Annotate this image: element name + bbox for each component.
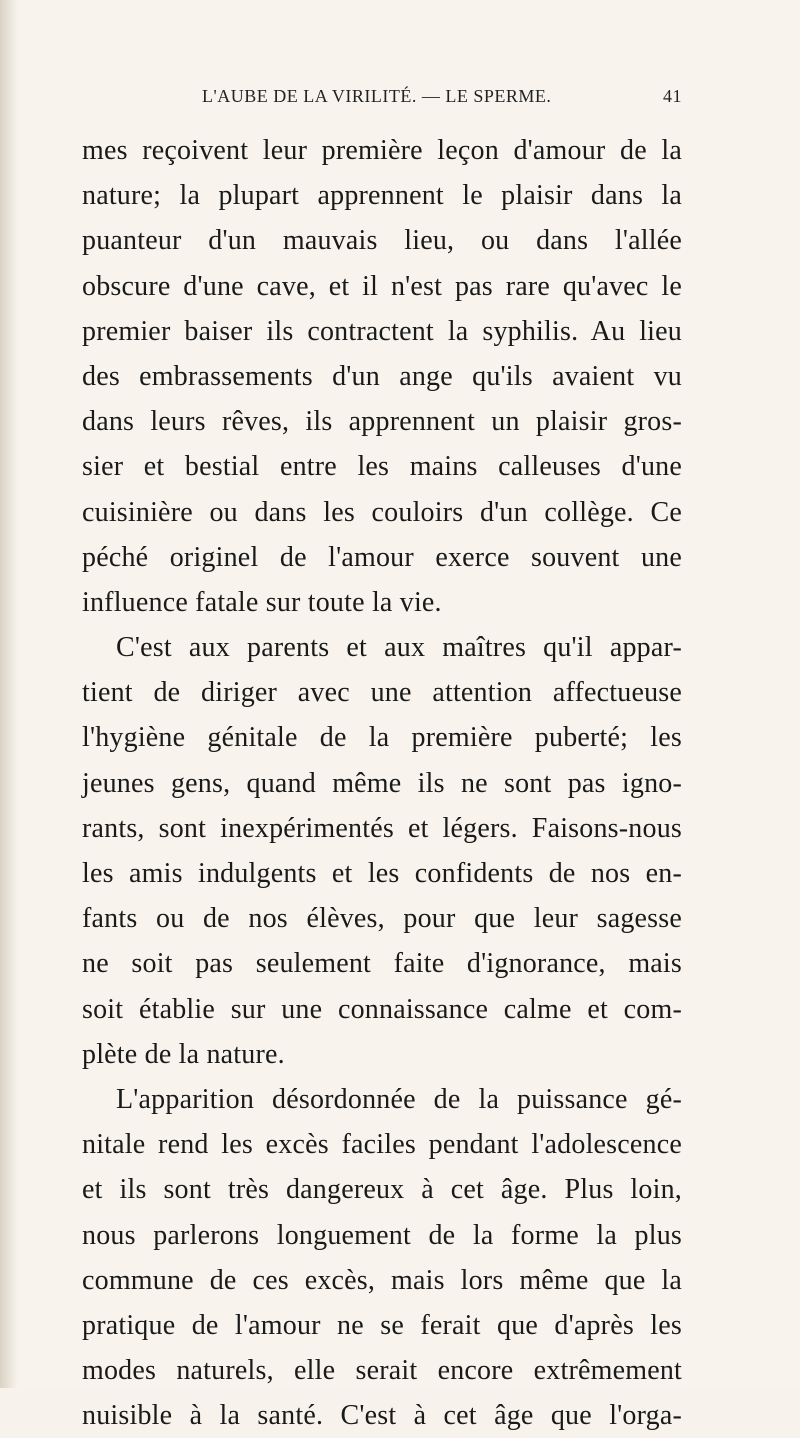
running-head-title: L'AUBE DE LA VIRILITÉ. — LE SPERME. [202, 86, 552, 106]
text-line: nous parlerons longuement de la forme la plus [82, 1219, 682, 1251]
paragraph-end-line: influence fatale sur toute la vie. [82, 586, 442, 618]
text-line: modes naturels, elle serait encore extrêmement [82, 1355, 682, 1387]
text-line: l'hygiène génitale de la première puberté; les [82, 722, 682, 754]
text-line: nature; la plupart apprennent le plaisir dans la [82, 180, 682, 212]
text-line: premier baiser ils contractent la syphilis. Au lieu [82, 315, 682, 347]
paragraph-start-line: C'est aux parents et aux maîtres qu'il appar- [116, 632, 682, 664]
text-line: obscure d'une cave, et il n'est pas rare qu'avec le [82, 270, 682, 302]
page-edge-shadow [0, 0, 18, 1388]
text-line: les amis indulgents et les confidents de nos en- [82, 858, 682, 889]
text-line: mes reçoivent leur première leçon d'amour de la [82, 135, 682, 166]
text-line: sier et bestial entre les mains calleuses d'une [82, 451, 682, 483]
text-line: commune de ces excès, mais lors même que la [82, 1264, 682, 1296]
text-line: nitale rend les excès faciles pendant l'adolescence [82, 1129, 682, 1161]
paragraph-end-line: plète de la nature. [82, 1038, 285, 1070]
text-line: tient de diriger avec une attention affectueuse [82, 677, 682, 709]
text-line: puanteur d'un mauvais lieu, ou dans l'allée [82, 225, 682, 257]
paragraph-start-line: L'apparition désordonnée de la puissance gé- [116, 1083, 682, 1115]
text-line: des embrassements d'un ange qu'ils avaient vu [82, 360, 682, 392]
text-line: fants ou de nos élèves, pour que leur sagesse [82, 903, 682, 935]
page-number: 41 [663, 86, 682, 106]
text-line: nuisible à la santé. C'est à cet âge que l'orga- [82, 1400, 682, 1432]
text-line: rants, sont inexpérimentés et légers. Faisons-nous [82, 812, 682, 844]
text-line: ne soit pas seulement faite d'ignorance, mais [82, 948, 682, 980]
text-line: péché originel de l'amour exerce souvent une [82, 541, 682, 573]
body-text [82, 128, 682, 1438]
text-line: soit établie sur une connaissance calme et com- [82, 993, 682, 1025]
text-line: pratique de l'amour ne se ferait que d'après les [82, 1309, 682, 1341]
running-head [202, 86, 682, 114]
text-line: et ils sont très dangereux à cet âge. Plus loin, [82, 1174, 682, 1206]
text-line: dans leurs rêves, ils apprennent un plaisir gros- [82, 406, 682, 438]
text-line: jeunes gens, quand même ils ne sont pas igno- [82, 767, 682, 799]
text-line: cuisinière ou dans les couloirs d'un collège. Ce [82, 496, 682, 528]
